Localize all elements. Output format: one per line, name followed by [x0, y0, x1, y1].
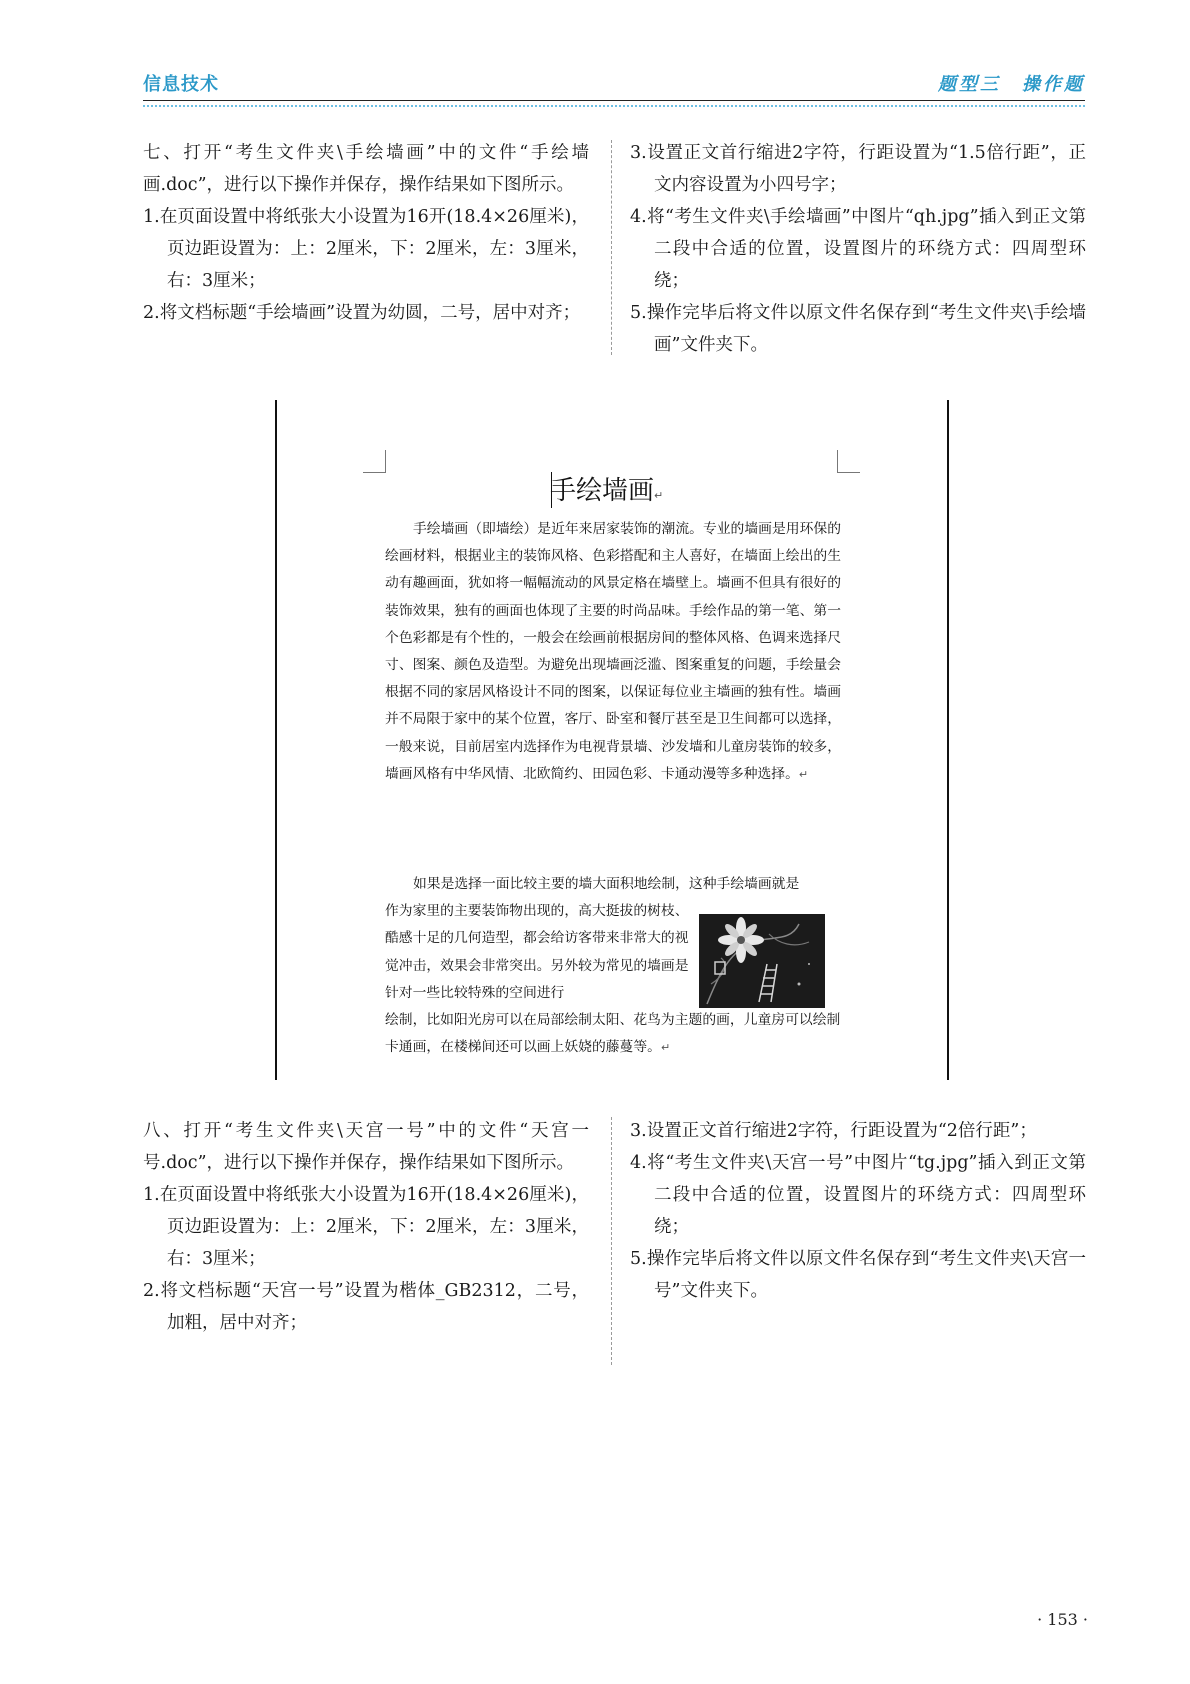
column-divider: [611, 1117, 612, 1365]
column-divider: [611, 140, 612, 355]
q8-step-3: 3.设置正文首行缩进2字符，行距设置为“2倍行距”；: [630, 1121, 1037, 1141]
q7-left-column: [143, 137, 589, 329]
doc-paragraph-2-tail: 绘制，比如阳光房可以在局部绘制太阳、花鸟为主题的画，儿童房可以绘制卡通画，在楼梯间还可以画上妖娆的藤蔓等。↵: [385, 1012, 841, 1056]
doc-title: 手绘墙画↵: [550, 476, 664, 506]
doc-paragraph-1: [385, 516, 841, 788]
header-dotted-rule: [143, 105, 1085, 107]
q7-intro: 七、打开“考生文件夹\手绘墙画”中的文件“手绘墙画.doc”，进行以下操作并保存，操作结果如下图所示。: [143, 143, 589, 195]
margin-corner-mark: [837, 450, 860, 473]
screenshot-right-border: [947, 400, 949, 1080]
q8-step-1: 1.在页面设置中将纸张大小设置为16开(18.4×26厘米)，页边距设置为：上：2厘米，下：2厘米，左：3厘米，右：3厘米；: [143, 1185, 589, 1269]
paragraph-mark: ↵: [798, 767, 809, 781]
doc-paragraph-2-wrapped: 作为家里的主要装饰物出现的，高大挺拔的树枝、酷感十足的几何造型，都会给访客带来非常大的视觉冲击，效果会非常突出。另外较为常见的墙画是针对一些比较特殊的空间进行: [385, 903, 689, 1001]
header-rule: [143, 100, 1085, 101]
header-section: 题型三 操作题: [938, 74, 1085, 95]
q7-step-5: 5.操作完毕后将文件以原文件名保存到“考生文件夹\手绘墙画”文件夹下。: [630, 303, 1086, 355]
q8-right-column: [630, 1115, 1086, 1307]
header-subject: 信息技术: [143, 74, 219, 95]
q8-left-column: [143, 1115, 589, 1339]
doc-paragraph-1-text: 手绘墙画（即墙绘）是近年来居家装饰的潮流。专业的墙画是用环保的绘画材料，根据业主的装饰风格、色彩搭配和主人喜好，在墙面上绘出的生动有趣画面，犹如将一幅幅流动的风景定格在墙壁上。墙画不但具有很好的装饰效果，独有的画面也体现了主要的时尚品味。手绘作品的第一笔、第一个色彩都是有个性的，一般会在绘画前根据房间的整体风格、色调来选择尺寸、图案、颜色及造型。为避免出现墙画泛滥、图案重复的问题，手绘量会根据不同的家居风格设计不同的图案，以保证每位业主墙画的独有性。墙画并不局限于家中的某个位置，客厅、卧室和餐厅甚至是卫生间都可以选择，一般来说，目前居室内选择作为电视背景墙、沙发墙和儿童房装饰的较多，墙画风格有中华风情、北欧简约、田园色彩、卡通动漫等多种选择。: [385, 521, 841, 782]
doc-paragraph-2-line1: 如果是选择一面比较主要的墙大面积地绘制，这种手绘墙画就是: [413, 876, 800, 892]
q7-step-3: 3.设置正文首行缩进2字符，行距设置为“1.5倍行距”，正文内容设置为小四号字；: [630, 143, 1086, 195]
page-header: [143, 62, 1085, 102]
q8-step-2: 2.将文档标题“天宫一号”设置为楷体_GB2312，二号，加粗，居中对齐；: [143, 1281, 589, 1333]
wall-painting-image: [699, 914, 825, 1008]
q7-right-column: [630, 137, 1086, 361]
result-screenshot: [275, 400, 949, 1080]
q7-step-4: 4.将“考生文件夹\手绘墙画”中图片“qh.jpg”插入到正文第二段中合适的位置，设置图片的环绕方式：四周型环绕；: [630, 207, 1086, 291]
margin-corner-mark: [363, 450, 386, 473]
q8-step-5: 5.操作完毕后将文件以原文件名保存到“考生文件夹\天宫一号”文件夹下。: [630, 1249, 1086, 1301]
q8-intro: 八、打开“考生文件夹\天宫一号”中的文件“天宫一号.doc”，进行以下操作并保存，操作结果如下图所示。: [143, 1121, 589, 1173]
q7-step-1: 1.在页面设置中将纸张大小设置为16开(18.4×26厘米)，页边距设置为：上：2厘米，下：2厘米，左：3厘米，右：3厘米；: [143, 207, 589, 291]
page-number: · 153 ·: [1037, 1610, 1088, 1629]
q8-step-4: 4.将“考生文件夹\天宫一号”中图片“tg.jpg”插入到正文第二段中合适的位置，设置图片的环绕方式：四周型环绕；: [630, 1153, 1086, 1237]
screenshot-left-border: [275, 400, 277, 1080]
q7-step-2: 2.将文档标题“手绘墙画”设置为幼圆，二号，居中对齐；: [143, 303, 581, 323]
